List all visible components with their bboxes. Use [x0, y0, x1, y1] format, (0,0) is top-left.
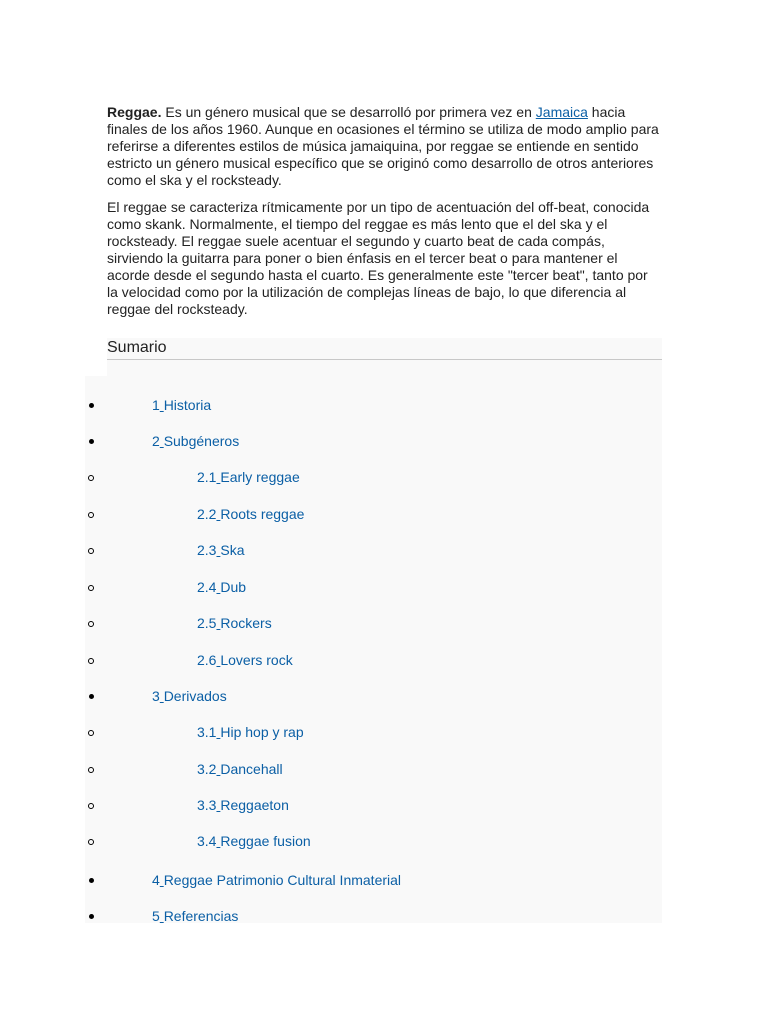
toc-number: 2.4: [197, 579, 217, 595]
bullet-circle-icon: [85, 469, 97, 485]
bullet-circle-icon: [85, 833, 97, 849]
toc-number: 1: [152, 397, 160, 413]
toc-label: Derivados: [163, 688, 227, 704]
toc-link-3-1[interactable]: [197, 722, 304, 742]
toc-item: [0, 906, 768, 926]
toc-item: [0, 577, 768, 597]
toc-item: [0, 870, 768, 890]
toc-number: 2.5: [197, 615, 217, 631]
toc-number: 3.1: [197, 724, 217, 740]
bullet-disc-icon: [85, 688, 97, 704]
toc-label: Reggae fusion: [220, 833, 311, 849]
bullet-circle-icon: [85, 724, 97, 740]
toc-label: Roots reggae: [220, 506, 305, 522]
article-intro: [107, 104, 662, 318]
bullet-circle-icon: [85, 652, 97, 668]
bullet-circle-icon: [85, 506, 97, 522]
toc-item: [0, 395, 768, 415]
toc-item: [0, 467, 768, 487]
bullet-disc-icon: [85, 397, 97, 413]
toc-item: [0, 795, 768, 815]
toc-title: Sumario: [107, 338, 662, 360]
toc-label: Historia: [163, 397, 212, 413]
toc-label: Reggae Patrimonio Cultural Inmaterial: [163, 872, 402, 888]
toc-item: [0, 831, 768, 851]
toc-link-2-6[interactable]: [197, 650, 293, 670]
intro-text-after-link: hacia finales de los años 1960. Aunque en ocasiones el término se utiliza de modo amplio para referirse a diferentes estilos de música jamaiquina, por reggae se entiende en sentido estricto un género musical específico que se originó como desarrollo de otros anteriores como el ska y el rocksteady.: [107, 104, 659, 188]
intro-paragraph-1: [107, 104, 662, 189]
toc-link-3-2[interactable]: [197, 759, 283, 779]
toc-label: Subgéneros: [163, 433, 240, 449]
toc-number: 3.4: [197, 833, 217, 849]
toc-number: 4: [152, 872, 160, 888]
toc-number: 3.3: [197, 797, 217, 813]
toc-link-3-3[interactable]: [197, 795, 289, 815]
toc-item: [0, 650, 768, 670]
toc-number: 2: [152, 433, 160, 449]
bullet-circle-icon: [85, 579, 97, 595]
toc-label: Dub: [220, 579, 247, 595]
toc-link-5[interactable]: [152, 906, 238, 926]
toc-label: Ska: [220, 542, 245, 558]
toc-link-3-4[interactable]: [197, 831, 311, 851]
toc-label: Referencias: [163, 908, 239, 924]
toc-label: Rockers: [220, 615, 272, 631]
toc-link-2-4[interactable]: [197, 577, 246, 597]
toc-number: 5: [152, 908, 160, 924]
bullet-circle-icon: [85, 761, 97, 777]
toc-link-2[interactable]: [152, 431, 239, 451]
bullet-disc-icon: [85, 908, 97, 924]
toc-link-3[interactable]: [152, 686, 227, 706]
toc-item: [0, 613, 768, 633]
bullet-circle-icon: [85, 615, 97, 631]
bullet-disc-icon: [85, 872, 97, 888]
article-term: Reggae.: [107, 104, 162, 120]
toc-item: [0, 686, 768, 706]
toc-number: 2.2: [197, 506, 217, 522]
bullet-disc-icon: [85, 433, 97, 449]
intro-text-before-link: Es un género musical que se desarrolló por primera vez en: [161, 104, 536, 120]
toc-item: [0, 431, 768, 451]
bullet-circle-icon: [85, 542, 97, 558]
toc-item: [0, 540, 768, 560]
toc-link-2-1[interactable]: [197, 467, 300, 487]
toc-link-1[interactable]: [152, 395, 211, 415]
intro-paragraph-2: El reggae se caracteriza rítmicamente por un tipo de acentuación del off-beat, conocida como skank. Normalmente, el tiempo del reggae es más lento que el del ska y el rocksteady. El reggae suele acentuar el segundo y cuarto beat de cada compás, sirviendo la guitarra para poner o bien énfasis en el tercer beat o para mantener el acorde desde el segundo hasta el cuarto. Es generalmente este "tercer beat", tanto por la velocidad como por la utilización de complejas líneas de bajo, lo que diferencia al reggae del rocksteady.: [107, 199, 650, 317]
toc-link-4[interactable]: [152, 870, 401, 890]
toc-item: [0, 759, 768, 779]
toc-item: [0, 504, 768, 524]
toc-label: Early reggae: [220, 469, 300, 485]
toc-label: Hip hop y rap: [220, 724, 304, 740]
toc-item: [0, 722, 768, 742]
toc-label: Lovers rock: [220, 652, 293, 668]
toc-label: Dancehall: [220, 761, 283, 777]
toc-number: 2.6: [197, 652, 217, 668]
toc-link-2-2[interactable]: [197, 504, 304, 524]
toc-label: Reggaeton: [220, 797, 289, 813]
jamaica-link[interactable]: Jamaica: [535, 104, 588, 120]
bullet-circle-icon: [85, 797, 97, 813]
toc-number: 3.2: [197, 761, 217, 777]
toc-number: 2.3: [197, 542, 217, 558]
toc-link-2-5[interactable]: [197, 613, 272, 633]
toc-number: 3: [152, 688, 160, 704]
toc-link-2-3[interactable]: [197, 540, 244, 560]
toc-number: 2.1: [197, 469, 217, 485]
